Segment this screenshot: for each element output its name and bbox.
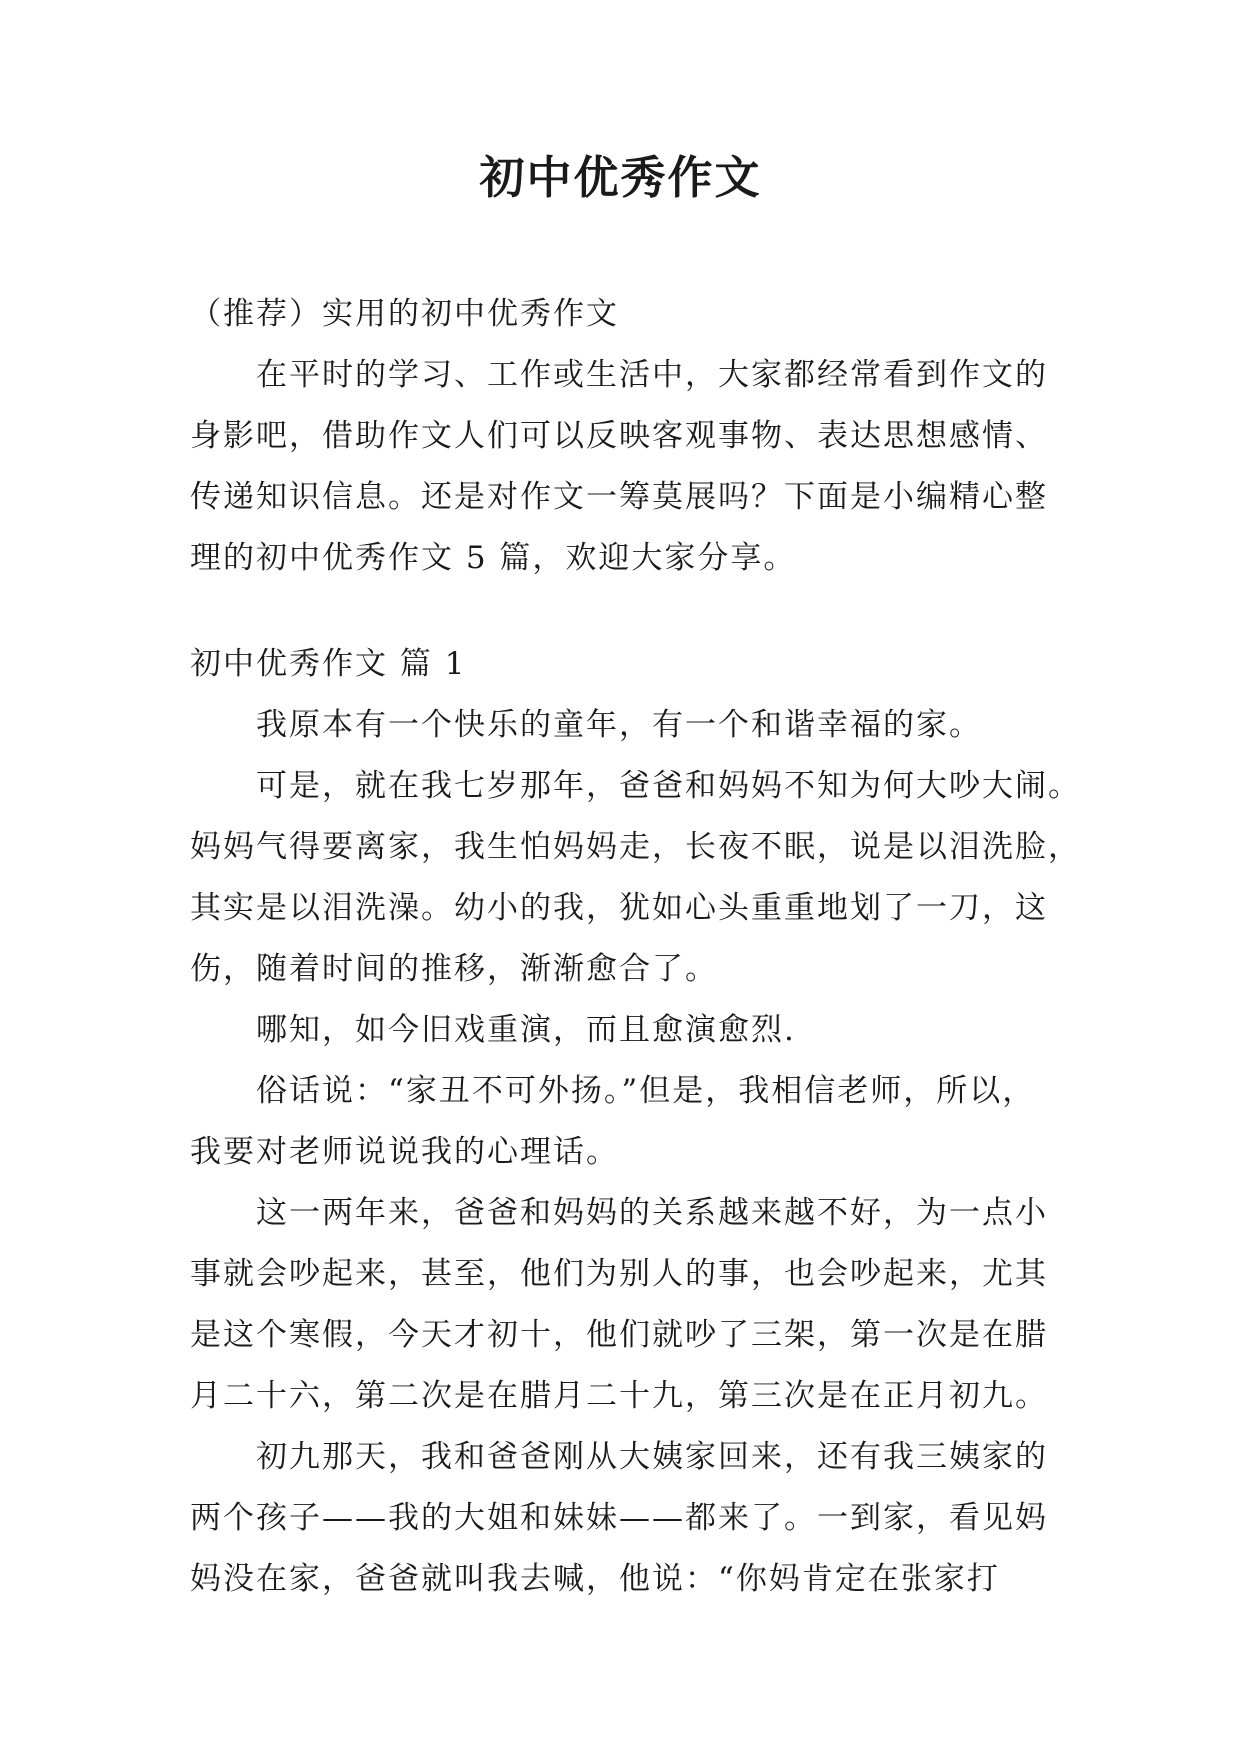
- paragraph-line: 妈妈气得要离家，我生怕妈妈走，长夜不眠，说是以泪洗脸，: [190, 829, 1081, 865]
- intro-paragraph: [190, 345, 1065, 589]
- section-paragraph: [190, 695, 1065, 756]
- paragraph-line: 这一两年来，爸爸和妈妈的关系越来越不好，为一点小: [256, 1195, 1048, 1231]
- paragraph-line: 是这个寒假，今天才初十，他们就吵了三架，第一次是在腊: [190, 1317, 1048, 1353]
- intro-heading: （推荐）实用的初中优秀作文: [190, 296, 619, 332]
- section-gap: [190, 589, 1065, 634]
- paragraph-line: 两个孩子——我的大姐和妹妹——都来了。一到家，看见妈: [190, 1500, 1048, 1536]
- paragraph-line: 可是，就在我七岁那年，爸爸和妈妈不知为何大吵大闹。: [256, 768, 1081, 804]
- section-paragraph: [190, 1183, 1065, 1427]
- paragraph-line: 哪知，如今旧戏重演，而且愈演愈烈.: [256, 1012, 796, 1048]
- page-title: 初中优秀作文: [479, 151, 762, 204]
- section-paragraph: [190, 1061, 1065, 1183]
- paragraph-line: 初九那天，我和爸爸刚从大姨家回来，还有我三姨家的: [256, 1439, 1048, 1475]
- document-body: [190, 284, 1081, 1610]
- paragraph-line: 事就会吵起来，甚至，他们为别人的事，也会吵起来，尤其: [190, 1256, 1048, 1292]
- paragraph-line: 理的初中优秀作文 5 篇，欢迎大家分享。: [190, 540, 797, 576]
- section-heading: 初中优秀作文 篇 1: [190, 646, 467, 682]
- paragraph-line: 在平时的学习、工作或生活中，大家都经常看到作文的: [256, 357, 1048, 393]
- paragraph-line: 其实是以泪洗澡。幼小的我，犹如心头重重地划了一刀，这: [190, 890, 1048, 926]
- paragraph-line: 传递知识信息。还是对作文一筹莫展吗？下面是小编精心整: [190, 479, 1048, 515]
- paragraph-line: 月二十六，第二次是在腊月二十九，第三次是在正月初九。: [190, 1378, 1048, 1414]
- paragraph-line: 我要对老师说说我的心理话。: [190, 1134, 619, 1170]
- section-paragraph: [190, 1427, 1065, 1610]
- paragraph-line: 身影吧，借助作文人们可以反映客观事物、表达思想感情、: [190, 418, 1048, 454]
- section-paragraph: [190, 1000, 1065, 1061]
- section-paragraph: [190, 756, 1081, 1000]
- paragraph-line: 伤，随着时间的推移，渐渐愈合了。: [190, 951, 718, 987]
- paragraph-line: 俗话说：“家丑不可外扬。”但是，我相信老师，所以，: [256, 1073, 1036, 1109]
- paragraph-line: 我原本有一个快乐的童年，有一个和谐幸福的家。: [256, 707, 982, 743]
- paragraph-line: 妈没在家，爸爸就叫我去喊，他说：“你妈肯定在张家打: [190, 1561, 1000, 1597]
